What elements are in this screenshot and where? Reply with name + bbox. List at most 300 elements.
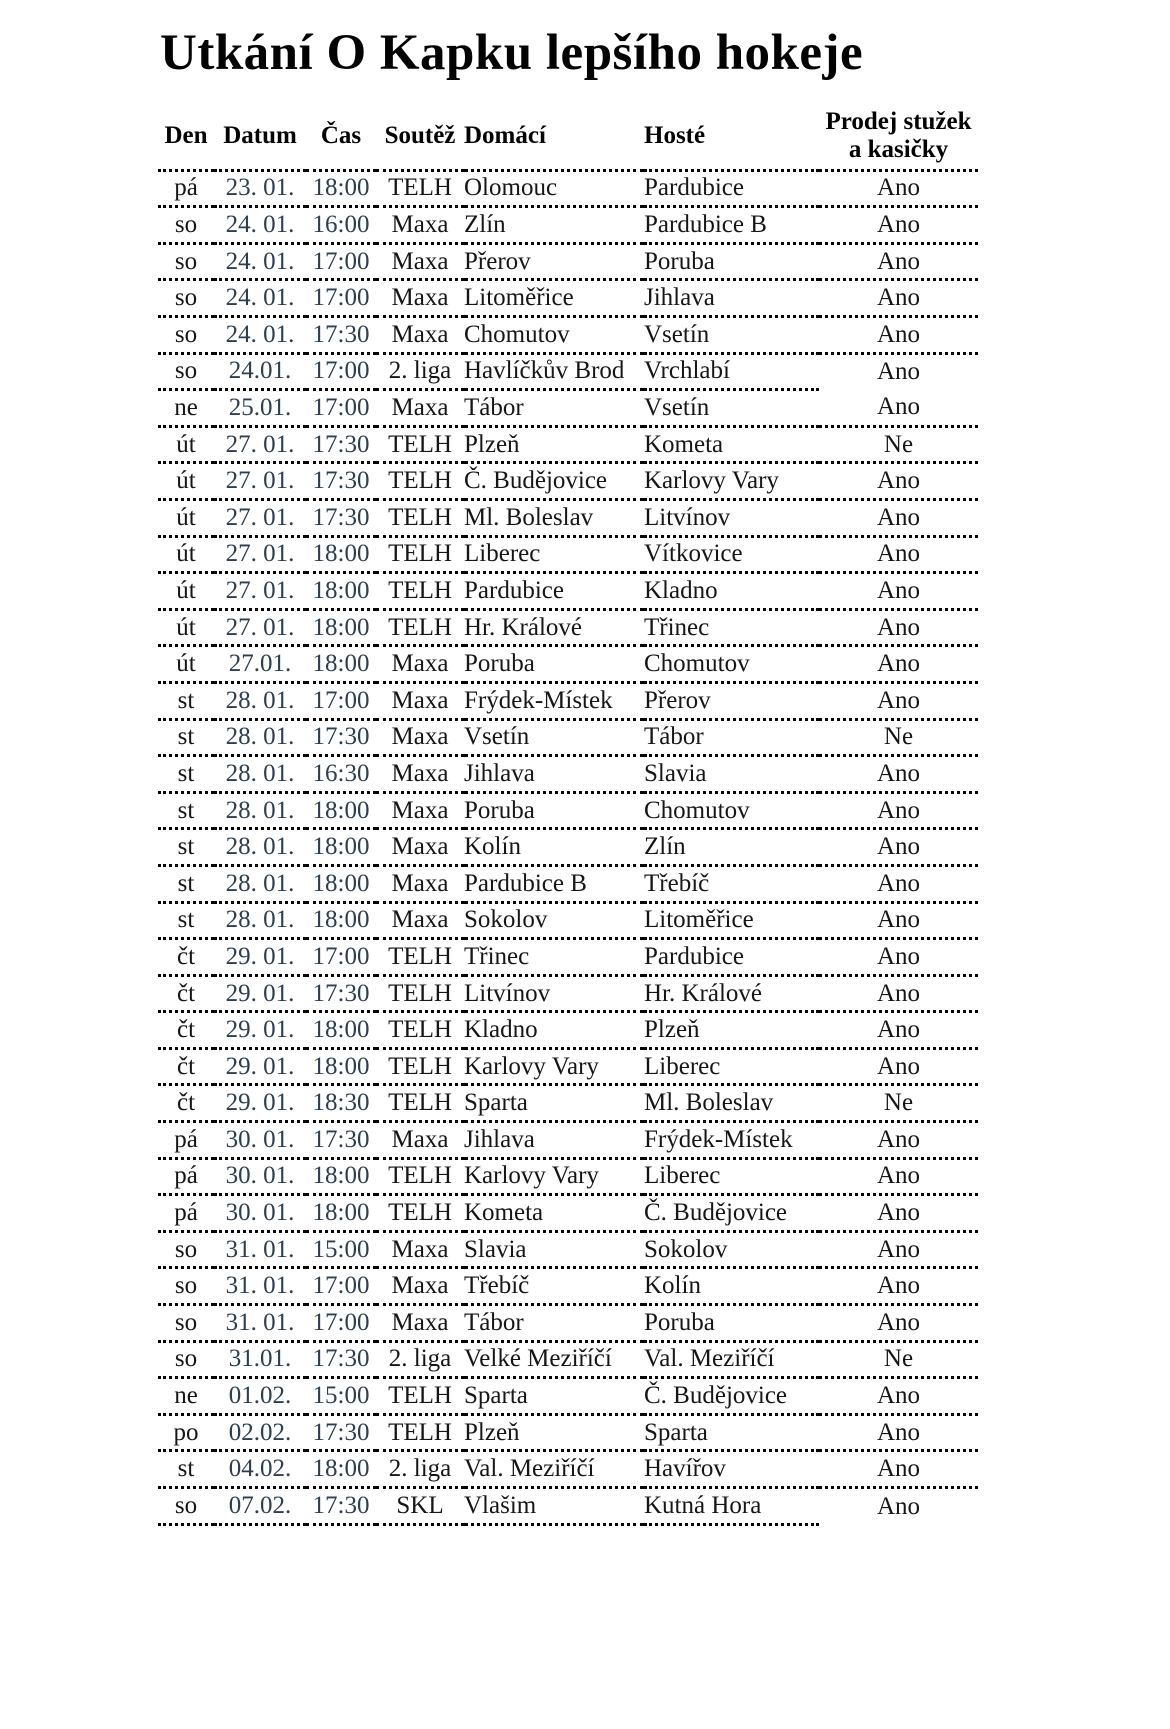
cell-soutez: Maxa bbox=[376, 1305, 464, 1342]
cell-den: ne bbox=[158, 390, 214, 427]
cell-datum: 24. 01. bbox=[214, 207, 306, 244]
cell-prodej: Ano bbox=[819, 902, 978, 939]
cell-domaci: Slavia bbox=[464, 1231, 644, 1268]
table-row bbox=[158, 756, 978, 793]
cell-datum: 27. 01. bbox=[214, 573, 306, 610]
cell-soutez: Maxa bbox=[376, 829, 464, 866]
table-row bbox=[158, 1451, 978, 1488]
cell-hoste: Val. Meziříčí bbox=[644, 1341, 819, 1378]
cell-prodej: Ano bbox=[819, 756, 978, 793]
cell-domaci: Kladno bbox=[464, 1012, 644, 1049]
cell-den: ne bbox=[158, 1378, 214, 1415]
cell-den: so bbox=[158, 280, 214, 317]
cell-soutez: TELH bbox=[376, 573, 464, 610]
cell-hoste: Kometa bbox=[644, 426, 819, 463]
cell-datum: 31. 01. bbox=[214, 1231, 306, 1268]
cell-hoste: Poruba bbox=[644, 243, 819, 280]
table-row bbox=[158, 682, 978, 719]
cell-datum: 24. 01. bbox=[214, 317, 306, 354]
cell-datum: 29. 01. bbox=[214, 1012, 306, 1049]
cell-soutez: TELH bbox=[376, 1012, 464, 1049]
cell-soutez: Maxa bbox=[376, 902, 464, 939]
cell-hoste: Třebíč bbox=[644, 865, 819, 902]
cell-datum: 29. 01. bbox=[214, 1085, 306, 1122]
cell-cas: 15:00 bbox=[306, 1231, 376, 1268]
cell-soutez: TELH bbox=[376, 975, 464, 1012]
cell-domaci: Hr. Králové bbox=[464, 609, 644, 646]
cell-soutez: 2. liga bbox=[376, 353, 464, 390]
cell-domaci: Olomouc bbox=[464, 170, 644, 207]
cell-domaci: Vlašim bbox=[464, 1488, 644, 1525]
table-row bbox=[158, 719, 978, 756]
cell-prodej: Ano bbox=[819, 499, 978, 536]
cell-cas: 18:00 bbox=[306, 829, 376, 866]
cell-hoste: Č. Budějovice bbox=[644, 1378, 819, 1415]
cell-den: pá bbox=[158, 1122, 214, 1159]
cell-cas: 17:30 bbox=[306, 317, 376, 354]
cell-soutez: Maxa bbox=[376, 1268, 464, 1305]
cell-hoste: Litoměřice bbox=[644, 902, 819, 939]
cell-hoste: Havířov bbox=[644, 1451, 819, 1488]
cell-cas: 17:30 bbox=[306, 1122, 376, 1159]
cell-den: so bbox=[158, 207, 214, 244]
cell-datum: 29. 01. bbox=[214, 975, 306, 1012]
header-prodej-line2: a kasičky bbox=[848, 135, 949, 163]
cell-cas: 15:00 bbox=[306, 1378, 376, 1415]
cell-den: út bbox=[158, 609, 214, 646]
cell-hoste: Kladno bbox=[644, 573, 819, 610]
cell-cas: 17:30 bbox=[306, 426, 376, 463]
cell-hoste: Liberec bbox=[644, 1158, 819, 1195]
cell-prodej: Ano bbox=[819, 280, 978, 317]
cell-cas: 17:30 bbox=[306, 1341, 376, 1378]
cell-prodej: Ano bbox=[819, 536, 978, 573]
table-row bbox=[158, 902, 978, 939]
cell-den: st bbox=[158, 682, 214, 719]
cell-prodej: Ano bbox=[819, 1414, 978, 1451]
cell-domaci: Třebíč bbox=[464, 1268, 644, 1305]
table-row bbox=[158, 1195, 978, 1232]
cell-cas: 18:00 bbox=[306, 1451, 376, 1488]
cell-datum: 24. 01. bbox=[214, 243, 306, 280]
table-row bbox=[158, 1268, 978, 1305]
table-row bbox=[158, 463, 978, 500]
cell-prodej: Ano bbox=[819, 1158, 978, 1195]
cell-domaci: Pardubice B bbox=[464, 865, 644, 902]
cell-hoste: Pardubice bbox=[644, 939, 819, 976]
cell-domaci: Liberec bbox=[464, 536, 644, 573]
cell-den: út bbox=[158, 426, 214, 463]
cell-den: út bbox=[158, 573, 214, 610]
table-row bbox=[158, 1341, 978, 1378]
cell-soutez: Maxa bbox=[376, 280, 464, 317]
cell-soutez: TELH bbox=[376, 1158, 464, 1195]
cell-hoste: Vrchlabí bbox=[644, 353, 819, 390]
cell-domaci: Val. Meziříčí bbox=[464, 1451, 644, 1488]
cell-cas: 17:00 bbox=[306, 1268, 376, 1305]
cell-hoste: Sokolov bbox=[644, 1231, 819, 1268]
cell-cas: 17:00 bbox=[306, 390, 376, 427]
cell-domaci: Chomutov bbox=[464, 317, 644, 354]
cell-cas: 17:30 bbox=[306, 1488, 376, 1525]
cell-prodej: Ne bbox=[819, 719, 978, 756]
cell-prodej: Ano bbox=[819, 682, 978, 719]
cell-datum: 28. 01. bbox=[214, 756, 306, 793]
cell-cas: 17:00 bbox=[306, 939, 376, 976]
cell-cas: 18:00 bbox=[306, 1012, 376, 1049]
cell-datum: 27. 01. bbox=[214, 499, 306, 536]
table-row bbox=[158, 646, 978, 683]
cell-den: st bbox=[158, 829, 214, 866]
cell-datum: 29. 01. bbox=[214, 1048, 306, 1085]
cell-hoste: Slavia bbox=[644, 756, 819, 793]
cell-prodej: Ano bbox=[819, 243, 978, 280]
table-row bbox=[158, 939, 978, 976]
cell-hoste: Frýdek-Místek bbox=[644, 1122, 819, 1159]
cell-domaci: Sparta bbox=[464, 1378, 644, 1415]
cell-datum: 28. 01. bbox=[214, 829, 306, 866]
cell-hoste: Č. Budějovice bbox=[644, 1195, 819, 1232]
cell-domaci: Poruba bbox=[464, 792, 644, 829]
cell-prodej: Ano bbox=[819, 1231, 978, 1268]
cell-hoste: Poruba bbox=[644, 1305, 819, 1342]
table-row bbox=[158, 829, 978, 866]
cell-prodej: Ano bbox=[876, 393, 921, 421]
cell-domaci: Jihlava bbox=[464, 1122, 644, 1159]
cell-hoste: Pardubice bbox=[644, 170, 819, 207]
table-row bbox=[158, 317, 978, 354]
cell-datum: 28. 01. bbox=[214, 865, 306, 902]
cell-domaci: Vsetín bbox=[464, 719, 644, 756]
cell-soutez: 2. liga bbox=[376, 1341, 464, 1378]
cell-prodej: Ano bbox=[819, 1268, 978, 1305]
cell-den: st bbox=[158, 792, 214, 829]
cell-den: pá bbox=[158, 1195, 214, 1232]
cell-domaci: Pardubice bbox=[464, 573, 644, 610]
cell-den: so bbox=[158, 1231, 214, 1268]
table-row bbox=[158, 792, 978, 829]
cell-den: st bbox=[158, 719, 214, 756]
cell-hoste: Liberec bbox=[644, 1048, 819, 1085]
cell-domaci: Velké Meziříčí bbox=[464, 1341, 644, 1378]
header-row bbox=[158, 103, 978, 171]
cell-den: so bbox=[158, 1341, 214, 1378]
cell-soutez: TELH bbox=[376, 609, 464, 646]
cell-datum: 04.02. bbox=[214, 1451, 306, 1488]
cell-datum: 25.01. bbox=[214, 390, 306, 427]
cell-soutez: Maxa bbox=[376, 756, 464, 793]
cell-den: po bbox=[158, 1414, 214, 1451]
cell-domaci: Poruba bbox=[464, 646, 644, 683]
cell-hoste: Tábor bbox=[644, 719, 819, 756]
cell-hoste: Ml. Boleslav bbox=[644, 1085, 819, 1122]
cell-cas: 18:00 bbox=[306, 902, 376, 939]
table-row bbox=[158, 499, 978, 536]
cell-prodej: Ano bbox=[819, 829, 978, 866]
table-row bbox=[158, 426, 978, 463]
cell-soutez: TELH bbox=[376, 463, 464, 500]
cell-den: so bbox=[158, 1488, 214, 1525]
cell-domaci: Frýdek-Místek bbox=[464, 682, 644, 719]
table-row bbox=[158, 1414, 978, 1451]
cell-soutez: Maxa bbox=[376, 390, 464, 427]
cell-domaci: Karlovy Vary bbox=[464, 1048, 644, 1085]
cell-domaci: Tábor bbox=[464, 1305, 644, 1342]
header-cas: Čas bbox=[320, 121, 362, 149]
cell-soutez: 2. liga bbox=[376, 1451, 464, 1488]
cell-prodej: Ano bbox=[819, 792, 978, 829]
cell-den: út bbox=[158, 536, 214, 573]
cell-cas: 17:00 bbox=[306, 1305, 376, 1342]
cell-soutez: Maxa bbox=[376, 682, 464, 719]
cell-den: čt bbox=[158, 1048, 214, 1085]
table-row bbox=[158, 1231, 978, 1268]
cell-den: so bbox=[158, 243, 214, 280]
cell-domaci: Plzeň bbox=[464, 1414, 644, 1451]
table-row bbox=[158, 207, 978, 244]
cell-cas: 18:00 bbox=[306, 646, 376, 683]
cell-datum: 27. 01. bbox=[214, 463, 306, 500]
cell-soutez: Maxa bbox=[376, 1231, 464, 1268]
cell-soutez: TELH bbox=[376, 1378, 464, 1415]
cell-hoste: Přerov bbox=[644, 682, 819, 719]
cell-soutez: Maxa bbox=[376, 646, 464, 683]
table-row bbox=[158, 1012, 978, 1049]
cell-datum: 31. 01. bbox=[214, 1268, 306, 1305]
cell-den: čt bbox=[158, 1012, 214, 1049]
cell-domaci: Plzeň bbox=[464, 426, 644, 463]
cell-soutez: TELH bbox=[376, 499, 464, 536]
table-row bbox=[158, 1048, 978, 1085]
cell-soutez: TELH bbox=[376, 536, 464, 573]
table-row bbox=[158, 170, 978, 207]
cell-hoste: Kutná Hora bbox=[644, 1488, 819, 1525]
cell-den: so bbox=[158, 1268, 214, 1305]
table-row bbox=[158, 865, 978, 902]
cell-soutez: Maxa bbox=[376, 1122, 464, 1159]
cell-hoste: Litvínov bbox=[644, 499, 819, 536]
cell-prodej: Ano bbox=[819, 1378, 978, 1415]
cell-datum: 24.01. bbox=[214, 353, 306, 390]
cell-cas: 16:30 bbox=[306, 756, 376, 793]
cell-den: út bbox=[158, 646, 214, 683]
cell-cas: 18:00 bbox=[306, 170, 376, 207]
table-row bbox=[158, 1122, 978, 1159]
cell-datum: 27. 01. bbox=[214, 609, 306, 646]
cell-domaci: Litvínov bbox=[464, 975, 644, 1012]
cell-prodej: Ne bbox=[819, 1341, 978, 1378]
table-row bbox=[158, 1378, 978, 1415]
cell-domaci: Jihlava bbox=[464, 756, 644, 793]
cell-cas: 18:30 bbox=[306, 1085, 376, 1122]
cell-soutez: TELH bbox=[376, 170, 464, 207]
cell-datum: 28. 01. bbox=[214, 902, 306, 939]
cell-cas: 17:00 bbox=[306, 243, 376, 280]
cell-soutez: TELH bbox=[376, 1048, 464, 1085]
cell-hoste: Karlovy Vary bbox=[644, 463, 819, 500]
cell-soutez: TELH bbox=[376, 1195, 464, 1232]
header-soutez: Soutěž bbox=[384, 121, 456, 149]
cell-cas: 18:00 bbox=[306, 865, 376, 902]
table-row bbox=[158, 975, 978, 1012]
cell-datum: 31. 01. bbox=[214, 1305, 306, 1342]
cell-prodej: Ano bbox=[819, 865, 978, 902]
cell-den: čt bbox=[158, 1085, 214, 1122]
cell-prodej: Ano bbox=[819, 975, 978, 1012]
cell-soutez: SKL bbox=[376, 1488, 464, 1525]
cell-cas: 17:30 bbox=[306, 975, 376, 1012]
cell-datum: 23. 01. bbox=[214, 170, 306, 207]
page-title: Utkání O Kapku lepšího hokeje bbox=[160, 25, 864, 81]
cell-domaci: Třinec bbox=[464, 939, 644, 976]
cell-den: st bbox=[158, 1451, 214, 1488]
cell-cas: 17:30 bbox=[306, 463, 376, 500]
cell-den: čt bbox=[158, 939, 214, 976]
cell-datum: 27. 01. bbox=[214, 536, 306, 573]
cell-datum: 28. 01. bbox=[214, 719, 306, 756]
cell-datum: 30. 01. bbox=[214, 1195, 306, 1232]
cell-datum: 27.01. bbox=[214, 646, 306, 683]
cell-den: pá bbox=[158, 1158, 214, 1195]
cell-domaci: Č. Budějovice bbox=[464, 463, 644, 500]
cell-prodej: Ano bbox=[819, 1048, 978, 1085]
cell-soutez: Maxa bbox=[376, 792, 464, 829]
cell-hoste: Jihlava bbox=[644, 280, 819, 317]
cell-soutez: TELH bbox=[376, 1085, 464, 1122]
cell-datum: 30. 01. bbox=[214, 1122, 306, 1159]
cell-prodej: Ano bbox=[819, 1122, 978, 1159]
cell-domaci: Havlíčkův Brod bbox=[464, 353, 644, 390]
cell-prodej: Ano bbox=[819, 463, 978, 500]
header-datum: Datum bbox=[223, 121, 297, 149]
table-row bbox=[158, 243, 978, 280]
cell-cas: 18:00 bbox=[306, 1158, 376, 1195]
cell-cas: 17:00 bbox=[306, 280, 376, 317]
header-domaci: Domácí bbox=[464, 121, 546, 149]
cell-cas: 18:00 bbox=[306, 536, 376, 573]
cell-domaci: Zlín bbox=[464, 207, 644, 244]
cell-den: so bbox=[158, 1305, 214, 1342]
cell-hoste: Vítkovice bbox=[644, 536, 819, 573]
cell-soutez: Maxa bbox=[376, 317, 464, 354]
cell-cas: 17:30 bbox=[306, 1414, 376, 1451]
cell-domaci: Kometa bbox=[464, 1195, 644, 1232]
table-row bbox=[158, 609, 978, 646]
cell-soutez: Maxa bbox=[376, 207, 464, 244]
cell-hoste: Kolín bbox=[644, 1268, 819, 1305]
cell-soutez: Maxa bbox=[376, 719, 464, 756]
cell-den: so bbox=[158, 353, 214, 390]
cell-hoste: Chomutov bbox=[644, 792, 819, 829]
cell-domaci: Ml. Boleslav bbox=[464, 499, 644, 536]
cell-datum: 07.02. bbox=[214, 1488, 306, 1525]
cell-domaci: Sparta bbox=[464, 1085, 644, 1122]
cell-den: so bbox=[158, 317, 214, 354]
cell-cas: 18:00 bbox=[306, 1195, 376, 1232]
cell-soutez: TELH bbox=[376, 426, 464, 463]
cell-den: út bbox=[158, 499, 214, 536]
cell-den: čt bbox=[158, 975, 214, 1012]
cell-hoste: Chomutov bbox=[644, 646, 819, 683]
cell-domaci: Sokolov bbox=[464, 902, 644, 939]
cell-prodej: Ano bbox=[819, 1488, 978, 1525]
cell-cas: 17:30 bbox=[306, 719, 376, 756]
cell-prodej: Ano bbox=[819, 1305, 978, 1342]
table-row bbox=[158, 1488, 978, 1525]
cell-domaci: Přerov bbox=[464, 243, 644, 280]
cell-domaci: Kolín bbox=[464, 829, 644, 866]
cell-datum: 30. 01. bbox=[214, 1158, 306, 1195]
cell-prodej: Ano bbox=[819, 939, 978, 976]
cell-domaci: Karlovy Vary bbox=[464, 1158, 644, 1195]
table-row bbox=[158, 1305, 978, 1342]
cell-datum: 01.02. bbox=[214, 1378, 306, 1415]
table-row bbox=[158, 573, 978, 610]
header-prodej bbox=[819, 103, 978, 171]
cell-den: st bbox=[158, 902, 214, 939]
cell-hoste: Vsetín bbox=[644, 317, 819, 354]
cell-cas: 18:00 bbox=[306, 792, 376, 829]
cell-datum: 28. 01. bbox=[214, 792, 306, 829]
cell-soutez: TELH bbox=[376, 1414, 464, 1451]
table-row bbox=[158, 1158, 978, 1195]
cell-hoste: Sparta bbox=[644, 1414, 819, 1451]
cell-cas: 18:00 bbox=[306, 609, 376, 646]
table-row bbox=[158, 390, 978, 427]
cell-prodej: Ano bbox=[819, 1012, 978, 1049]
cell-cas: 16:00 bbox=[306, 207, 376, 244]
cell-prodej: Ne bbox=[819, 1085, 978, 1122]
cell-datum: 31.01. bbox=[214, 1341, 306, 1378]
header-den: Den bbox=[164, 121, 208, 149]
cell-prodej: Ano bbox=[819, 353, 978, 390]
cell-hoste: Vsetín bbox=[644, 390, 819, 427]
table-row bbox=[158, 353, 978, 390]
cell-prodej: Ano bbox=[819, 1195, 978, 1232]
table-row bbox=[158, 536, 978, 573]
cell-hoste: Třinec bbox=[644, 609, 819, 646]
cell-hoste: Plzeň bbox=[644, 1012, 819, 1049]
cell-prodej: Ano bbox=[819, 317, 978, 354]
table-row bbox=[158, 280, 978, 317]
cell-cas: 18:00 bbox=[306, 573, 376, 610]
table-header bbox=[158, 103, 978, 171]
cell-datum: 29. 01. bbox=[214, 939, 306, 976]
cell-cas: 18:00 bbox=[306, 1048, 376, 1085]
cell-soutez: Maxa bbox=[376, 243, 464, 280]
cell-den: st bbox=[158, 865, 214, 902]
cell-prodej: Ano bbox=[819, 1451, 978, 1488]
table-row bbox=[158, 1085, 978, 1122]
cell-cas: 17:30 bbox=[306, 499, 376, 536]
cell-datum: 02.02. bbox=[214, 1414, 306, 1451]
cell-prodej: Ano bbox=[819, 207, 978, 244]
cell-datum: 24. 01. bbox=[214, 280, 306, 317]
cell-prodej: Ano bbox=[819, 573, 978, 610]
cell-soutez: Maxa bbox=[376, 865, 464, 902]
cell-domaci: Tábor bbox=[464, 390, 644, 427]
cell-den: út bbox=[158, 463, 214, 500]
cell-soutez: TELH bbox=[376, 939, 464, 976]
cell-prodej: Ano bbox=[819, 646, 978, 683]
cell-hoste: Pardubice B bbox=[644, 207, 819, 244]
table-body bbox=[158, 170, 978, 1524]
cell-prodej: Ano bbox=[819, 170, 978, 207]
cell-datum: 28. 01. bbox=[214, 682, 306, 719]
schedule-table bbox=[158, 103, 978, 1526]
cell-den: pá bbox=[158, 170, 214, 207]
cell-hoste: Hr. Králové bbox=[644, 975, 819, 1012]
